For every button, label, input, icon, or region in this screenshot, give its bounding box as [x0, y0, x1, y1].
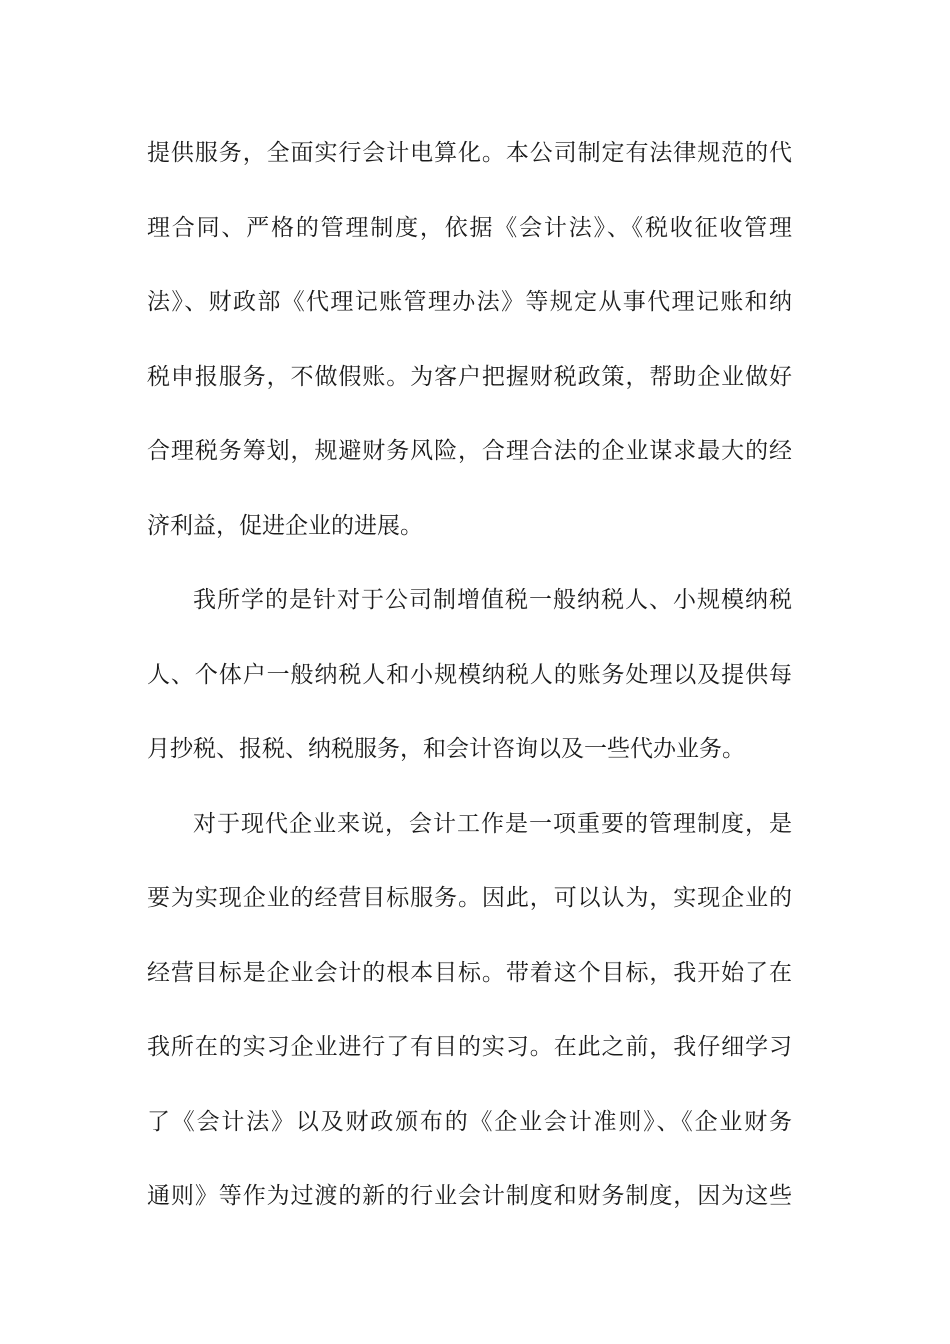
text-line: 通则》等作为过渡的新的行业会计制度和财务制度，因为这些 [147, 1183, 792, 1209]
text-line: 我所学的是针对于公司制增值税一般纳税人、小规模纳税 [193, 587, 792, 613]
text-line: 税申报服务，不做假账。为客户把握财税政策，帮助企业做好 [147, 363, 792, 390]
body-text [147, 128, 792, 1246]
text-line: 提供服务，全面实行会计电算化。本公司制定有法律规范的代 [147, 140, 792, 166]
text-line: 济利益，促进企业的进展。 [147, 512, 423, 539]
text-line: 月抄税、报税、纳税服务，和会计咨询以及一些代办业务。 [147, 736, 745, 762]
text-line: 了《会计法》以及财政颁布的《企业会计准则》、《企业财务 [147, 1108, 792, 1135]
text-line: 人、个体户一般纳税人和小规模纳税人的账务处理以及提供每 [147, 661, 792, 688]
text-line: 合理税务筹划，规避财务风险，合理合法的企业谋求最大的经 [147, 438, 792, 464]
text-line: 我所在的实习企业进行了有目的实习。在此之前，我仔细学习 [147, 1034, 792, 1060]
text-line: 理合同、严格的管理制度，依据《会计法》、《税收征收管理 [147, 214, 792, 241]
text-line: 经营目标是企业会计的根本目标。带着这个目标，我开始了在 [147, 959, 792, 986]
paragraph-2 [147, 575, 792, 799]
text-line: 法》、财政部《代理记账管理办法》等规定从事代理记账和纳 [147, 289, 792, 315]
paragraph-3 [147, 799, 792, 1246]
text-line: 要为实现企业的经营目标服务。因此，可以认为，实现企业的 [147, 885, 792, 911]
text-line: 对于现代企业来说，会计工作是一项重要的管理制度，是 [193, 810, 792, 837]
paragraph-1 [147, 128, 792, 575]
